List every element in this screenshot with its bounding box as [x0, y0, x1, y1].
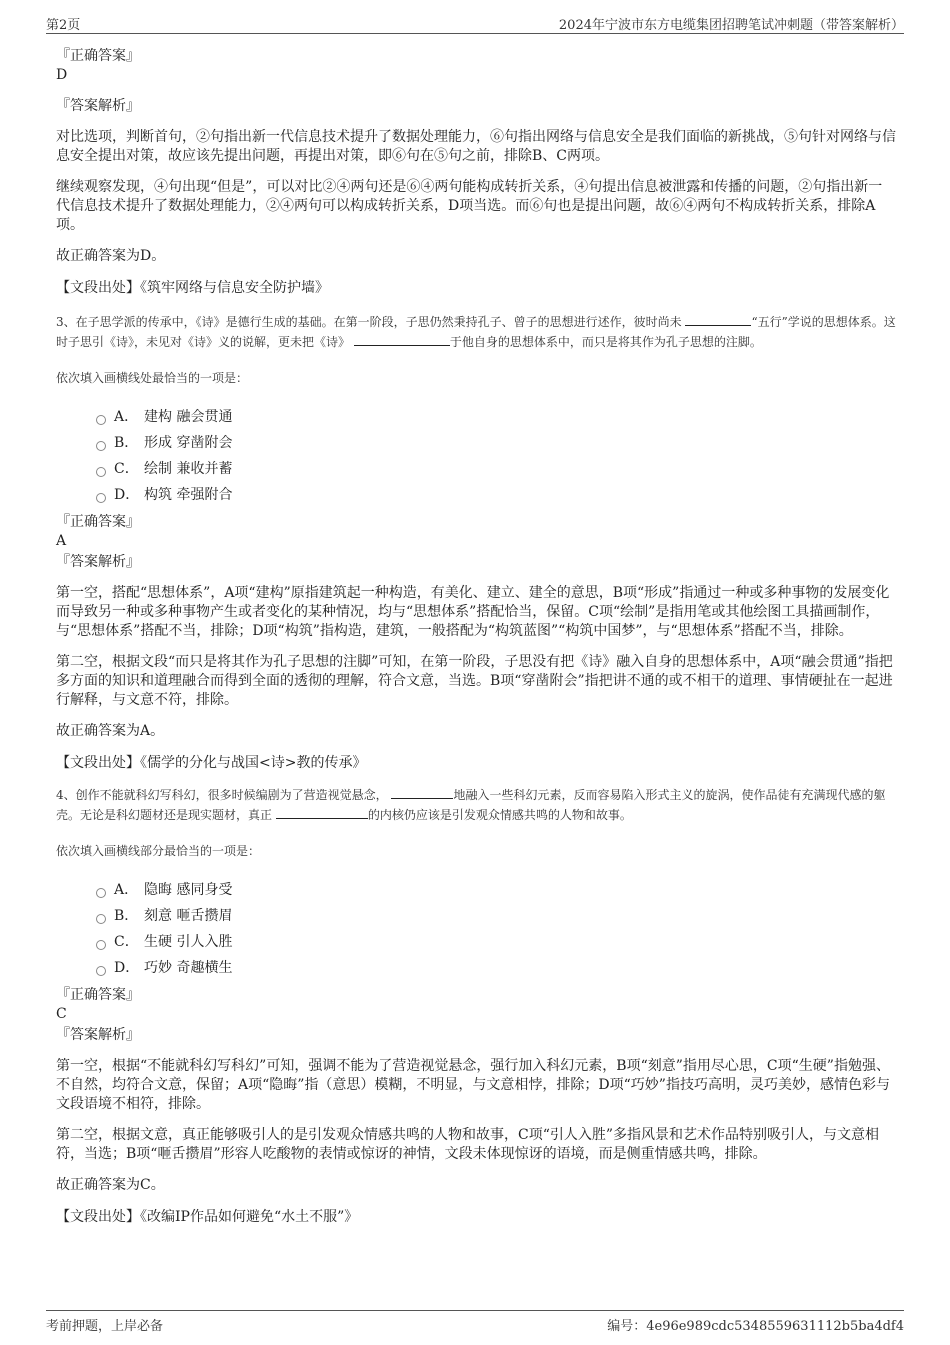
question-stem: [56, 785, 896, 825]
radio-icon[interactable]: [96, 940, 106, 950]
analysis-paragraph: 第二空，根据文意，真正能够吸引人的是引发观众情感共鸣的人物和故事，C项“引人入胜”多指风景和艺术作品特别吸引人，与文意相符，当选；B项“咂舌攒眉”形容人吃酸物的表情或惊讶的神情，文段未体现惊讶的语境，而是侧重情感共鸣，排除。: [56, 1127, 880, 1162]
options-list: [96, 877, 896, 981]
option-text: 形成 穿凿附会: [144, 435, 233, 451]
option-letter: B．: [114, 908, 139, 924]
radio-icon[interactable]: [96, 415, 106, 425]
option-text: 生硬 引人入胜: [144, 934, 233, 950]
conclusion: 故正确答案为A。: [56, 723, 165, 739]
page-number: 第2页: [46, 18, 81, 33]
radio-icon[interactable]: [96, 441, 106, 451]
stem-part: 3、在子思学派的传承中，《诗》是德行生成的基础。在第一阶段，子思仍然秉持孔子、曾子的思想进行述作，彼时尚未: [56, 315, 682, 329]
answer-value: D: [56, 67, 68, 83]
option-b[interactable]: [96, 430, 896, 456]
radio-icon[interactable]: [96, 888, 106, 898]
option-a[interactable]: [96, 404, 896, 430]
analysis-tag: 『答案解析』: [56, 98, 140, 114]
source-label: 【文段出处】: [56, 755, 140, 771]
source-label: 【文段出处】: [56, 1209, 140, 1225]
conclusion: 故正确答案为C。: [56, 1177, 165, 1193]
source-citation: [56, 1207, 896, 1227]
option-letter: C．: [114, 934, 139, 950]
option-text: 刻意 咂舌攒眉: [144, 908, 233, 924]
fill-blank: [391, 787, 453, 799]
option-text: 绘制 兼收并蓄: [144, 461, 233, 477]
analysis-paragraph: 第一空，搭配“思想体系”，A项“建构”原指建筑起一种构造，有美化、建立、建全的意思，B项“形成”指通过一种或多种事物的发展变化而导致另一种或多种事物产生或者变化的某种情况，均与“思想体系”搭配恰当，保留。C项“绘制”是指用笔或其他绘图工具描画制作，与“思想体系”搭配不当，排除；D项“构筑”指构造，建筑，一般搭配为“构筑蓝图”“构筑中国梦”，与“思想体系”搭配不当，排除。: [56, 585, 890, 639]
option-text: 隐晦 感同身受: [144, 882, 233, 898]
option-a[interactable]: [96, 877, 896, 903]
option-text: 建构 融会贯通: [144, 409, 233, 425]
option-letter: A．: [114, 882, 139, 898]
fill-blank: [354, 334, 450, 346]
analysis-paragraph: 继续观察发现，④句出现“但是”，可以对比②④两句还是⑥④两句能构成转折关系，④句提出信息被泄露和传播的问题，②句指出新一代信息技术提升了数据处理能力，②④两句可以构成转折关系，D项当选。而⑥句也是提出问题，故⑥④两句不构成转折关系，排除A项。: [56, 179, 883, 233]
stem-part: 4、创作不能就科幻写科幻，很多时候编剧为了营造视觉悬念，: [56, 788, 388, 802]
option-d[interactable]: [96, 482, 896, 508]
analysis-paragraph: 对比选项，判断首句，②句指出新一代信息技术提升了数据处理能力，⑥句指出网络与信息安全是我们面临的新挑战，⑤句针对网络与信息安全提出对策，故应该先提出问题，再提出对策，即⑥句在⑤句之前，排除B、C两项。: [56, 129, 896, 164]
option-letter: B．: [114, 435, 139, 451]
answer-tag: 『正确答案』: [56, 514, 140, 530]
radio-icon[interactable]: [96, 467, 106, 477]
source-citation: [56, 278, 896, 298]
radio-icon[interactable]: [96, 493, 106, 503]
source-title: 《儒学的分化与战国<诗>教的传承》: [140, 755, 367, 771]
answer-value: A: [56, 533, 67, 549]
answer-tag: 『正确答案』: [56, 48, 140, 64]
option-letter: D．: [114, 487, 140, 503]
page-footer: [46, 1310, 904, 1332]
answer-value: C: [56, 1006, 67, 1022]
page-content: [56, 46, 896, 1227]
conclusion: 故正确答案为D。: [56, 248, 166, 264]
question-prompt: 依次填入画横线处最恰当的一项是：: [56, 371, 249, 385]
option-letter: C．: [114, 461, 139, 477]
answer-tag: 『正确答案』: [56, 987, 140, 1003]
fill-blank: [685, 314, 751, 326]
page-header: [46, 12, 904, 34]
stem-part: 的内核仍应该是引发观众情感共鸣的人物和故事。: [367, 808, 632, 822]
stem-part: 于他自身的思想体系中，而只是将其作为孔子思想的注脚。: [449, 335, 762, 349]
source-label: 【文段出处】: [56, 280, 140, 296]
source-citation: [56, 753, 896, 773]
question-prompt: 依次填入画横线部分最恰当的一项是：: [56, 844, 261, 858]
analysis-tag: 『答案解析』: [56, 554, 140, 570]
document-code: 编号：4e96e989cdc5348559631112b5ba4df4: [607, 1319, 904, 1334]
option-letter: A．: [114, 409, 139, 425]
source-title: 《改编IP作品如何避免“水土不服”》: [140, 1209, 359, 1225]
option-text: 构筑 牵强附合: [144, 487, 233, 503]
footer-note: 考前押题，上岸必备: [46, 1319, 164, 1334]
stem-part: “五行”学说的思想体系。这时子思引《诗》，未见对《诗》义的说解，更未把《诗》: [56, 315, 896, 349]
option-d[interactable]: [96, 955, 896, 981]
option-text: 巧妙 奇趣横生: [144, 960, 233, 976]
radio-icon[interactable]: [96, 966, 106, 976]
analysis-paragraph: 第二空，根据文段“而只是将其作为孔子思想的注脚”可知，在第一阶段，子思没有把《诗》融入自身的思想体系中，A项“融会贯通”指把多方面的知识和道理融合而得到全面的透彻的理解，符合文意，当选。B项“穿凿附会”指把讲不通的或不相干的道理、事情硬扯在一起进行解释，与文意不符，排除。: [56, 654, 893, 708]
option-c[interactable]: [96, 456, 896, 482]
option-letter: D．: [114, 960, 140, 976]
source-title: 《筑牢网络与信息安全防护墙》: [140, 280, 329, 296]
option-c[interactable]: [96, 929, 896, 955]
fill-blank: [276, 807, 368, 819]
analysis-tag: 『答案解析』: [56, 1027, 140, 1043]
radio-icon[interactable]: [96, 914, 106, 924]
analysis-paragraph: 第一空，根据“不能就科幻写科幻”可知，强调不能为了营造视觉悬念，强行加入科幻元素，B项“刻意”指用尽心思，C项“生硬”指勉强、不自然，均符合文意，保留；A项“隐晦”指（意思）模糊，不明显，与文意相悖，排除；D项“巧妙”指技巧高明，灵巧美妙，感情色彩与文段语境不相符，排除。: [56, 1058, 890, 1112]
stem-part: 地融入一些科幻元素，反而容易陷入形式主义的旋涡，使作品徒有充满现代感的躯壳。无论是科幻题材还是现实题材，真正: [56, 788, 886, 822]
options-list: [96, 404, 896, 508]
option-b[interactable]: [96, 903, 896, 929]
question-stem: [56, 312, 896, 352]
document-title: 2024年宁波市东方电缆集团招聘笔试冲刺题（带答案解析）: [558, 18, 904, 33]
